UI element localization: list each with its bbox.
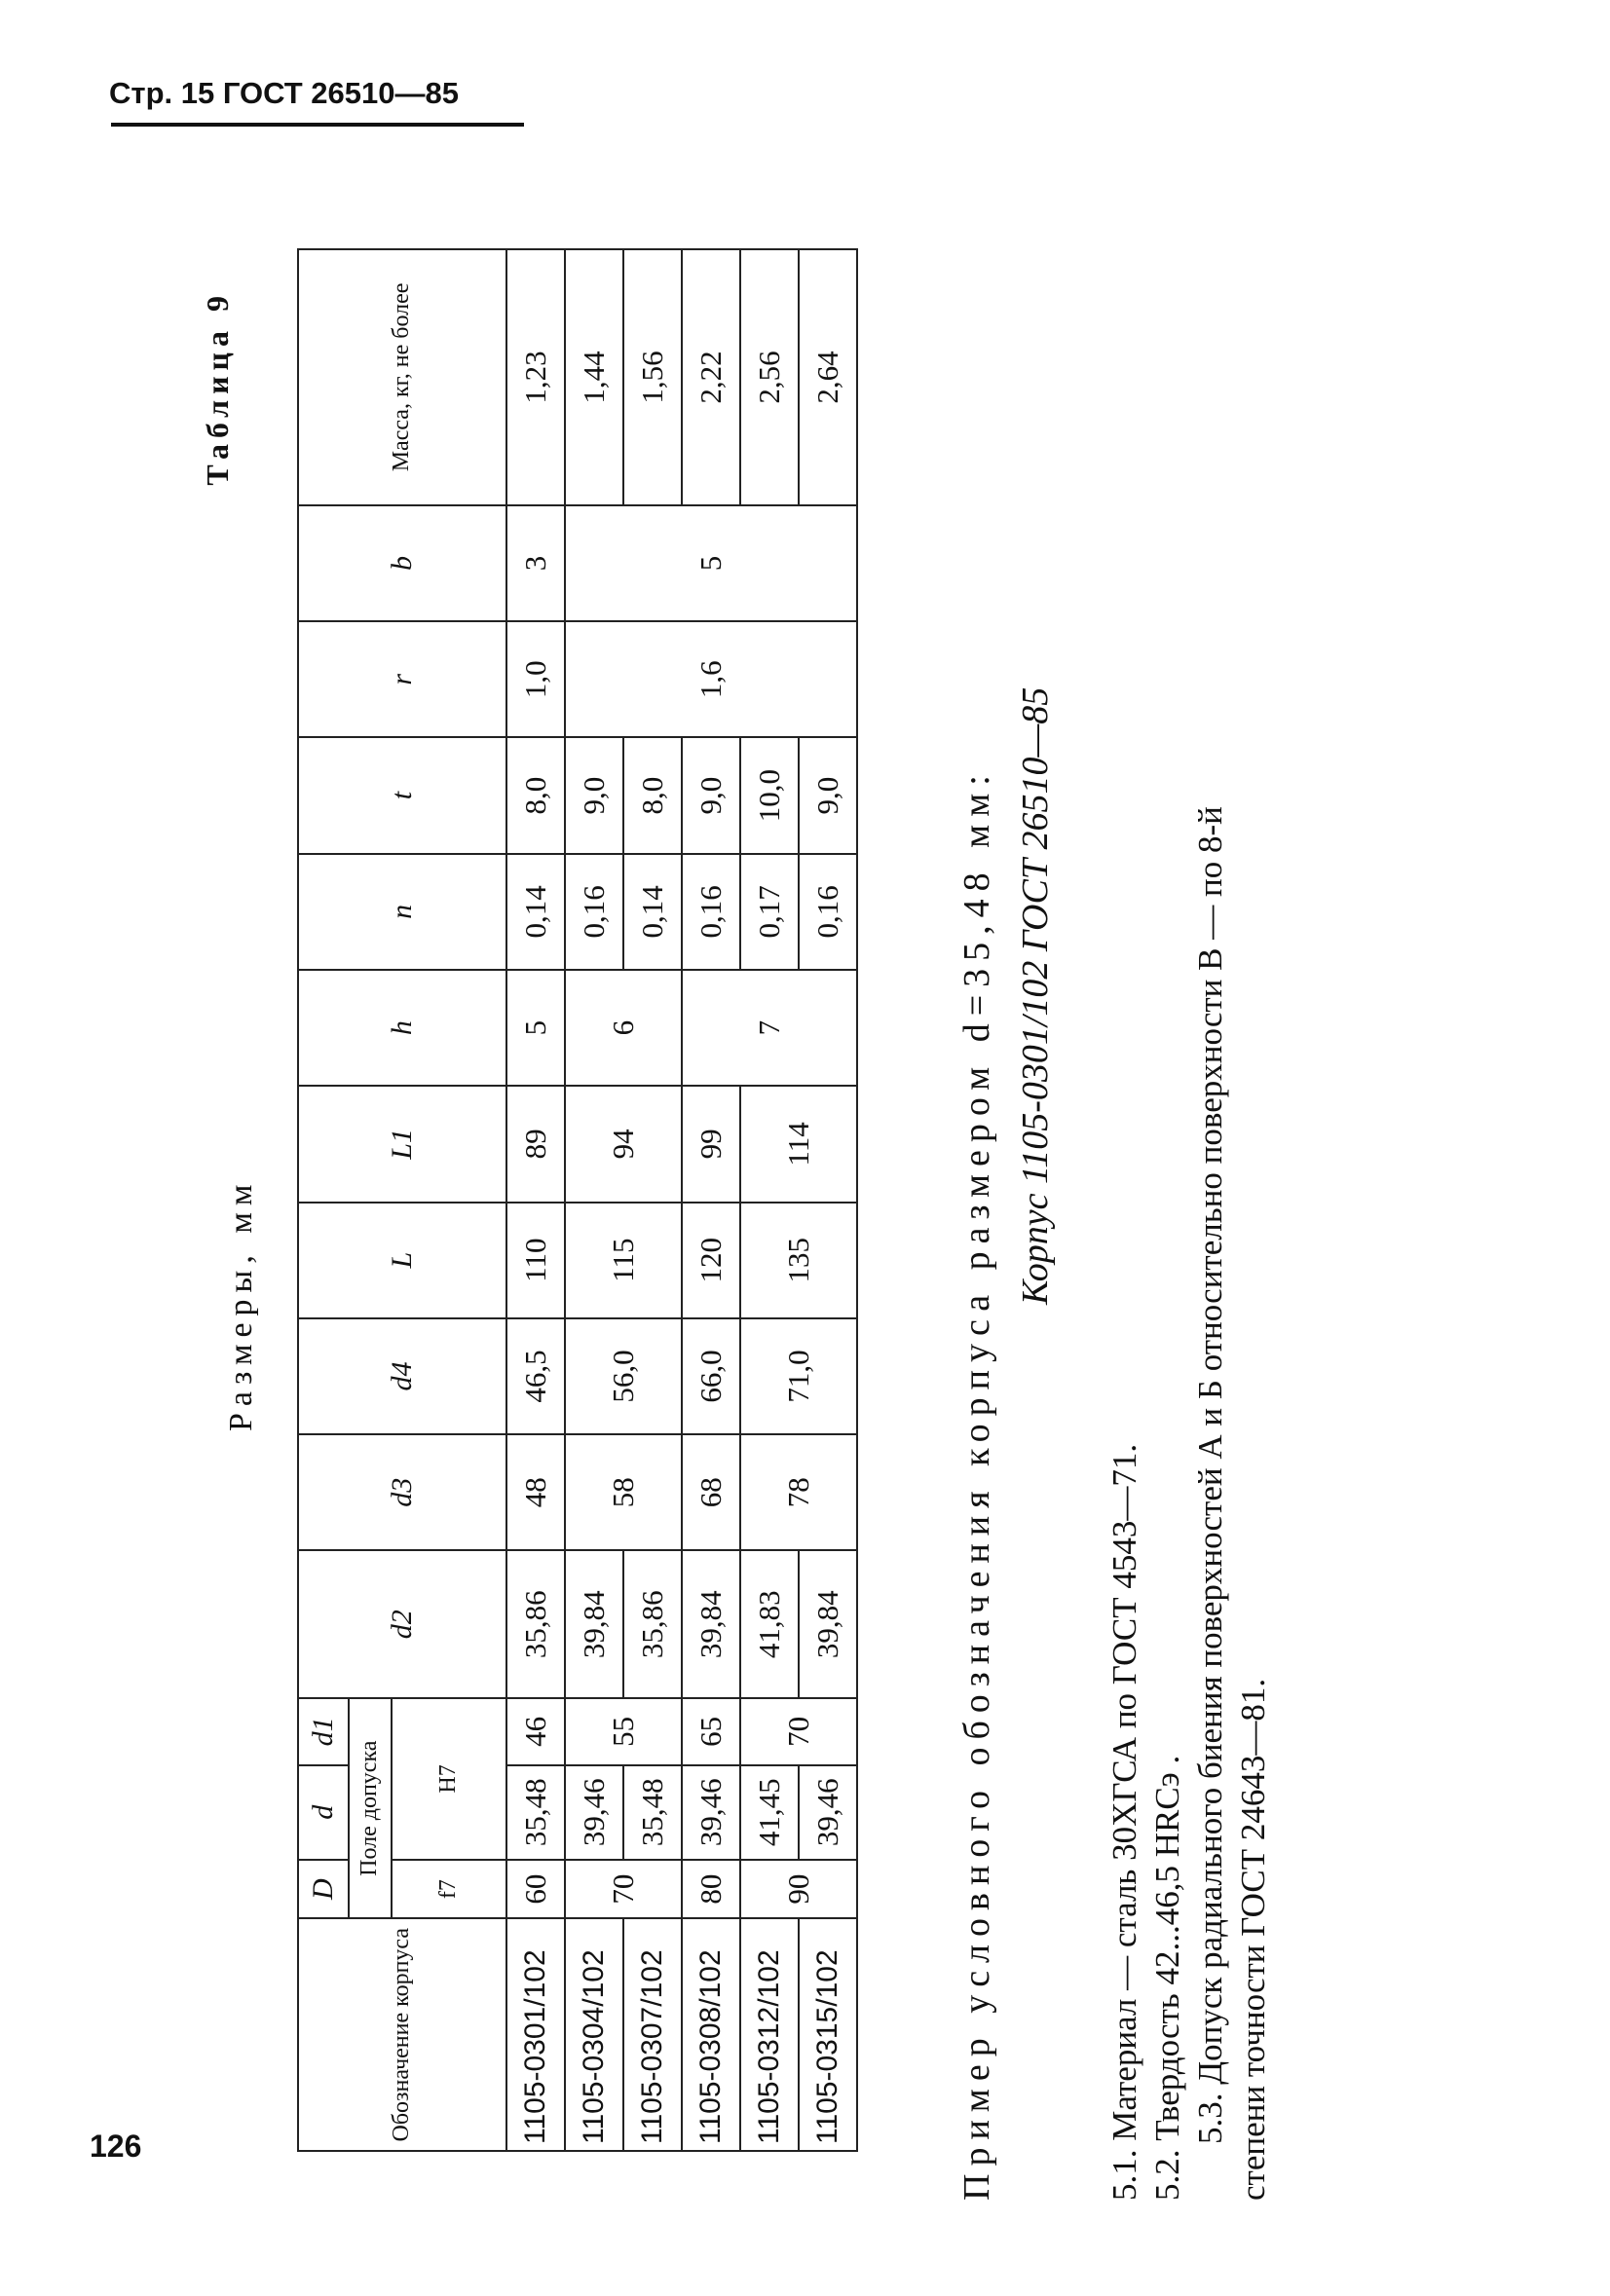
header-mass: Масса, кг, не более [298,249,506,505]
header-h: h [298,970,506,1086]
cell-d: 41,45 [740,1765,799,1860]
cell-d4: 46,5 [506,1318,565,1434]
cell-D: 90 [740,1860,857,1919]
cell-L: 110 [506,1203,565,1318]
table-label: Таблица 9 [200,290,235,486]
cell-b: 5 [565,505,857,621]
cell-d2: 35,86 [623,1550,682,1698]
cell-d4: 56,0 [565,1318,682,1434]
cell-h: 6 [565,970,682,1086]
cell-n: 0,17 [740,854,799,970]
header-L1: L1 [298,1086,506,1202]
cell-h: 5 [506,970,565,1086]
cell-d2: 39,84 [565,1550,623,1698]
cell-h: 7 [682,970,857,1086]
header-designation: Обозначение корпуса [298,1918,506,2151]
cell-n: 0,16 [682,854,740,970]
cell-L1: 114 [740,1086,857,1202]
header-b: b [298,505,506,621]
notes-block [1104,806,1275,2201]
cell-t: 9,0 [565,737,623,853]
cell-d2: 41,83 [740,1550,799,1698]
cell-t: 10,0 [740,737,799,853]
cell-D: 70 [565,1860,682,1919]
header-L: L [298,1203,506,1318]
table-row [506,249,565,2151]
cell-designation: 1105-0315/102 [799,1918,857,2151]
cell-d2: 39,84 [682,1550,740,1698]
cell-d: 39,46 [799,1765,857,1860]
header-d4: d4 [298,1318,506,1434]
cell-r: 1,6 [565,621,857,737]
cell-d3: 48 [506,1434,565,1550]
cell-d1: 65 [682,1698,740,1765]
cell-d: 35,48 [623,1765,682,1860]
cell-n: 0,16 [565,854,623,970]
cell-L: 135 [740,1203,857,1318]
cell-L1: 94 [565,1086,682,1202]
cell-D: 80 [682,1860,740,1919]
page-header: Стр. 15 ГОСТ 26510—85 [109,76,459,110]
designation-example-line: Пример условного обозначения корпуса размером d=35,48 мм: [956,767,997,2201]
table-row [565,249,623,2151]
cell-L1: 99 [682,1086,740,1202]
cell-d1: 70 [740,1698,857,1765]
cell-d1: 46 [506,1698,565,1765]
header-r: r [298,621,506,737]
cell-t: 9,0 [799,737,857,853]
cell-n: 0,16 [799,854,857,970]
note-material: 5.1. Материал — сталь 30ХГСА по ГОСТ 4543—71. [1105,1443,1143,2201]
cell-L1: 89 [506,1086,565,1202]
header-d1: d1 [298,1698,349,1765]
dimensions-table [297,248,858,2152]
header-d2: d2 [298,1550,506,1698]
header-d3: d3 [298,1434,506,1550]
header-f7: f7 [392,1860,506,1919]
header-rule [111,123,524,127]
header-D: D [298,1860,349,1919]
cell-mass: 1,23 [506,249,565,505]
designation-example-value: Корпус 1105-0301/102 ГОСТ 26510—85 [1015,686,1056,1305]
page-number: 126 [90,2129,142,2164]
cell-t: 8,0 [506,737,565,853]
cell-mass: 1,44 [565,249,623,505]
cell-d4: 66,0 [682,1318,740,1434]
header-tolerance-field: Поле допуска [349,1698,392,1918]
header-t: t [298,737,506,853]
note-runout-cont: степени точности ГОСТ 24643—81. [1234,1678,1272,2201]
dimensions-title: Размеры, мм [223,1177,259,1431]
cell-d2: 35,86 [506,1550,565,1698]
note-runout: 5.3. Допуск радиального биения поверхностей А и Б относительно поверхности В — по 8-й [1191,806,1229,2144]
header-n: n [298,854,506,970]
cell-r: 1,0 [506,621,565,737]
cell-d3: 58 [565,1434,682,1550]
cell-d: 35,48 [506,1765,565,1860]
cell-d: 39,46 [682,1765,740,1860]
cell-t: 9,0 [682,737,740,853]
cell-designation: 1105-0312/102 [740,1918,799,2151]
cell-mass: 2,56 [740,249,799,505]
cell-mass: 2,64 [799,249,857,505]
cell-t: 8,0 [623,737,682,853]
cell-d: 39,46 [565,1765,623,1860]
cell-D: 60 [506,1860,565,1919]
header-d: d [298,1765,349,1860]
cell-designation: 1105-0307/102 [623,1918,682,2151]
cell-n: 0,14 [623,854,682,970]
cell-designation: 1105-0301/102 [506,1918,565,2151]
cell-designation: 1105-0308/102 [682,1918,740,2151]
cell-b: 3 [506,505,565,621]
cell-L: 120 [682,1203,740,1318]
header-H7: H7 [392,1698,506,1860]
cell-d2: 39,84 [799,1550,857,1698]
cell-designation: 1105-0304/102 [565,1918,623,2151]
note-hardness: 5.2. Твердость 42...46,5 HRCэ . [1148,1755,1186,2201]
cell-d3: 68 [682,1434,740,1550]
cell-mass: 2,22 [682,249,740,505]
cell-d3: 78 [740,1434,857,1550]
cell-d4: 71,0 [740,1318,857,1434]
cell-n: 0,14 [506,854,565,970]
rotated-content [200,185,1329,2259]
cell-L: 115 [565,1203,682,1318]
cell-mass: 1,56 [623,249,682,505]
cell-d1: 55 [565,1698,682,1765]
